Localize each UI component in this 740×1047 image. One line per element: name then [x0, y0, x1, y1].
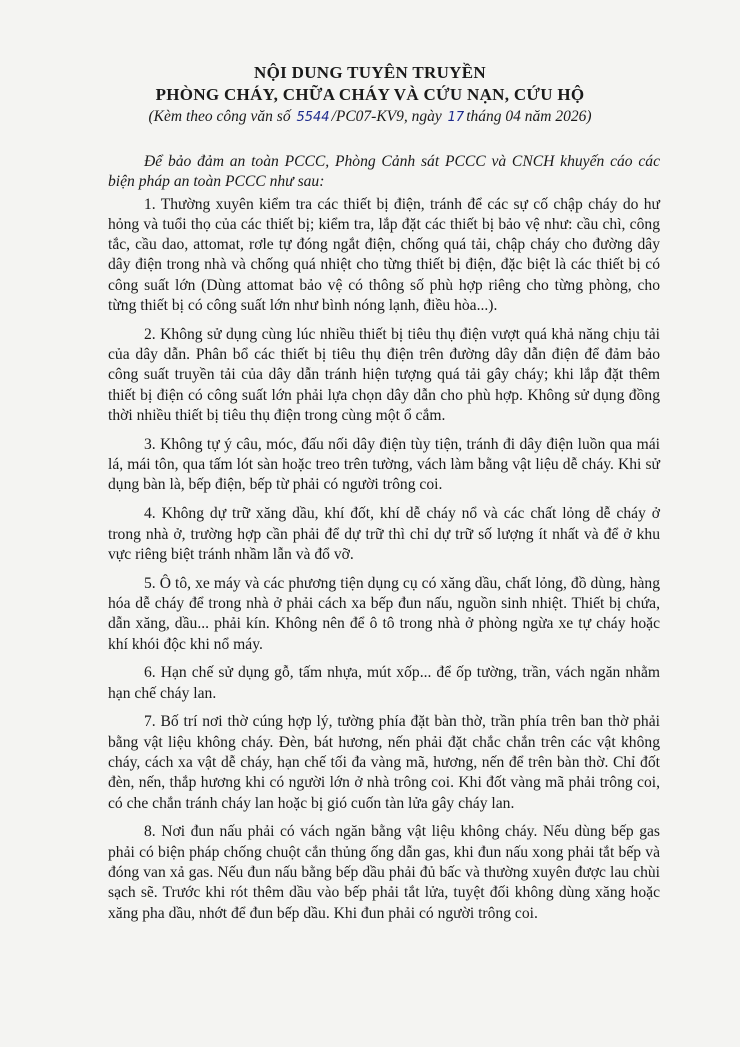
intro-paragraph: Để bảo đảm an toàn PCCC, Phòng Cảnh sát PCCC và CNCH khuyến cáo các biện pháp an toàn PCCC như sau: [108, 153, 660, 191]
paragraph-6: 6. Hạn chế sử dụng gỗ, tấm nhựa, mút xốp... để ốp tường, trần, vách ngăn nhằm hạn chế cháy lan. [108, 664, 660, 702]
subtitle-suffix: tháng 04 năm 2026) [466, 108, 592, 125]
paragraph-1: 1. Thường xuyên kiểm tra các thiết bị điện, tránh để các sự cố chập cháy do hư hỏng và tuổi thọ của các thiết bị; kiểm tra, lắp đặt các thiết bị bảo vệ như: cầu chì, công tắc, cầu dao, attomat, rơle tự đóng ngắt điện, chống quá tải, chập cháy cho đường dây dây điện trong nhà và chống quá nhiệt cho từng thiết bị điện, đặc biệt là các thiết bị có công suất lớn (Dùng attomat bảo vệ có thông số phù hợp riêng cho từng phòng, cho từng thiết bị có công suất lớn như bình nóng lạnh, điều hòa...). [108, 195, 660, 315]
subtitle-middle: /PC07-KV9, ngày [331, 108, 442, 125]
paragraph-2: 2. Không sử dụng cùng lúc nhiều thiết bị tiêu thụ điện vượt quá khả năng chịu tải của dây dẫn. Phân bổ các thiết bị tiêu thụ điện trên đường dây dẫn điện để đảm bảo công suất truyền tải của dây dẫn tránh hiện tượng quá tải gây cháy; khi lắp đặt thêm thiết bị điện có công suất lớn phải lựa chọn dây dẫn cho phù hợp. Không sử dụng đồng thời nhiều thiết bị tiêu thụ điện trong cùng một ổ cắm. [108, 325, 660, 425]
document-title-line1: NỘI DUNG TUYÊN TRUYỀN [254, 63, 486, 82]
document-body [108, 152, 660, 932]
document-subtitle [0, 106, 740, 129]
handwritten-document-number: 5544 [296, 110, 330, 125]
subtitle-prefix: (Kèm theo công văn số [148, 108, 291, 125]
document-title-line2: PHÒNG CHÁY, CHỮA CHÁY VÀ CỨU NẠN, CỨU HỘ [155, 85, 585, 104]
handwritten-day: 17 [447, 110, 465, 125]
paragraph-7: 7. Bố trí nơi thờ cúng hợp lý, tường phía đặt bàn thờ, trần phía trên ban thờ phải bằng vật liệu không cháy. Đèn, bát hương, nến phải đặt chắc chắn trên các vật không cháy, cách xa vật dễ cháy, hạn chế tối đa vàng mã, hương, nến để trên bàn thờ. Chỉ đốt đèn, nến, thắp hương khi có người lớn ở nhà trông coi. Khi đốt vàng mã phải trông coi, có che chắn tránh cháy lan hoặc bị gió cuốn tàn lửa gây cháy lan. [108, 713, 660, 812]
paragraph-8: 8. Nơi đun nấu phải có vách ngăn bằng vật liệu không cháy. Nếu dùng bếp gas phải có biện pháp chống chuột cắn thủng ống dẫn gas, khi đun nấu xong phải tắt bếp và đóng van xả gas. Nếu đun nấu bằng bếp dầu phải đủ bấc và thường xuyên được lau chùi sạch sẽ. Trước khi rót thêm dầu vào bếp phải tắt lửa, tuyệt đối không dùng xăng hoặc xăng pha dầu, nhớt để đun bếp dầu. Khi đun phải có người trông coi. [108, 823, 660, 922]
paragraph-4: 4. Không dự trữ xăng dầu, khí đốt, khí dễ cháy nổ và các chất lỏng dễ cháy ở trong nhà ở, trường hợp cần phải để dự trữ thì chỉ dự trữ số lượng ít nhất và để ở khu vực riêng biệt tránh nhầm lẫn và đổ vỡ. [108, 505, 660, 563]
document-header [0, 62, 740, 129]
paragraph-5: 5. Ô tô, xe máy và các phương tiện dụng cụ có xăng dầu, chất lỏng, đồ dùng, hàng hóa dễ cháy để trong nhà ở phải cách xa bếp đun nấu, nguồn sinh nhiệt. Thiết bị chứa, dẫn xăng, dầu... phải kín. Không nên để ô tô trong nhà ở phòng ngừa xe tự cháy hoặc khí khói độc khi nổ máy. [108, 574, 660, 653]
paragraph-3: 3. Không tự ý câu, móc, đấu nối dây điện tùy tiện, tránh đi dây điện luồn qua mái lá, mái tôn, qua tấm lót sàn hoặc treo trên tường, vách làm bằng vật liệu dễ cháy. Khi sử dụng bàn là, bếp điện, bếp từ phải có người trông coi. [108, 435, 660, 494]
